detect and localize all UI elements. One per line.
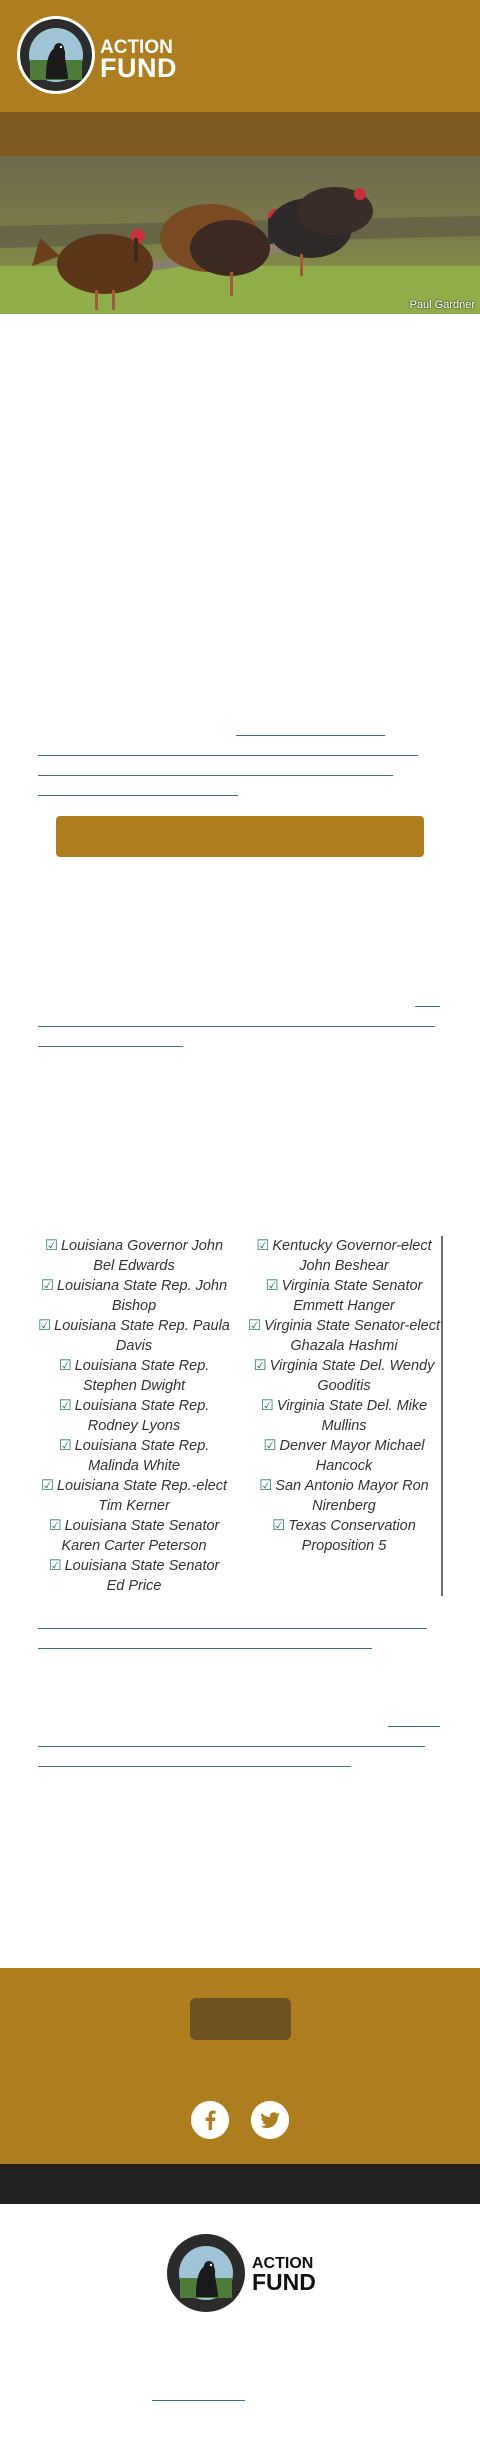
text-link[interactable] [38,1628,427,1629]
endorsement-item [248,1516,440,1556]
text-link[interactable] [38,1746,425,1747]
endorsement-item [38,1236,230,1276]
footer-action-button[interactable] [190,1998,291,2040]
brand-fund-text: FUND [100,53,177,83]
endorsement-item [38,1316,230,1356]
endorsement-item [38,1476,230,1516]
footer-nwf-logo-badge[interactable] [166,2233,246,2313]
text-link[interactable] [388,1726,440,1727]
endorsement-item [248,1236,440,1276]
facebook-icon[interactable] [191,2101,229,2139]
hero-image-turkeys [0,156,480,314]
endorsement-name: Louisiana State Rep. John Bishop [56,1278,228,1314]
checkbox-icon: ☑ [248,1318,261,1334]
checkbox-icon: ☑ [38,1318,52,1334]
endorsement-item [248,1476,440,1516]
checkbox-icon: ☑ [44,1238,58,1254]
cta-button[interactable] [56,816,424,857]
text-link[interactable] [38,755,418,756]
text-link[interactable] [38,795,238,796]
checkbox-icon: ☑ [256,1238,270,1254]
endorsement-item [248,1356,440,1396]
navigation-bar [0,112,480,156]
endorsement-item [38,1516,230,1556]
text-link[interactable] [38,775,393,776]
endorsement-name: Louisiana State Rep. Stephen Dwight [74,1358,210,1394]
endorsement-name: Denver Mayor Michael Hancock [279,1438,425,1474]
endorsement-item [248,1316,440,1356]
checkbox-icon: ☑ [58,1358,72,1374]
nwf-logo-badge[interactable] [16,15,96,95]
column-divider [441,1236,443,1596]
endorsement-item [38,1396,230,1436]
endorsements-column-left [38,1236,230,1596]
text-link[interactable] [38,1648,372,1649]
endorsement-name: Virginia State Senator-elect Ghazala Hashmi [264,1318,440,1354]
checkbox-icon: ☑ [58,1438,72,1454]
endorsement-name: Texas Conservation Proposition 5 [288,1518,416,1554]
text-link[interactable] [236,735,385,736]
checkbox-icon: ☑ [260,1398,274,1414]
endorsement-item [38,1436,230,1476]
footer-bottom-bar [0,2164,480,2204]
brand-action-text: ACTION [100,37,173,58]
text-link[interactable] [38,1046,183,1047]
endorsement-name: Louisiana Governor John Bel Edwards [60,1238,224,1274]
checkbox-icon: ☑ [265,1278,279,1294]
endorsement-name: San Antonio Mayor Ron Nirenberg [275,1478,429,1514]
endorsement-item [38,1356,230,1396]
endorsement-name: Virginia State Senator Emmett Hanger [281,1278,423,1314]
checkbox-icon: ☑ [40,1478,54,1494]
text-link[interactable] [38,1026,435,1027]
twitter-icon[interactable] [251,2101,289,2139]
endorsement-name: Louisiana State Senator Ed Price [64,1558,220,1594]
endorsement-item [38,1556,230,1596]
checkbox-icon: ☑ [40,1278,54,1294]
footer-link[interactable] [152,2400,245,2401]
footer-brand-action-text: ACTION [252,2255,314,2272]
endorsements-column-right [248,1236,440,1556]
endorsement-item [38,1276,230,1316]
endorsement-name: Louisiana State Rep. Paula Davis [54,1318,230,1354]
checkbox-icon: ☑ [259,1478,273,1494]
footer-brand-fund-text: FUND [252,2269,316,2295]
checkbox-icon: ☑ [263,1438,277,1454]
endorsement-item [248,1276,440,1316]
checkbox-icon: ☑ [253,1358,267,1374]
endorsement-name: Louisiana State Rep. Malinda White [74,1438,210,1474]
checkbox-icon: ☑ [48,1558,62,1574]
checkbox-icon: ☑ [58,1398,72,1414]
endorsement-name: Louisiana State Rep. Rodney Lyons [74,1398,210,1434]
endorsement-name: Virginia State Del. Mike Mullins [276,1398,428,1434]
checkbox-icon: ☑ [272,1518,286,1534]
endorsement-item [248,1436,440,1476]
endorsement-name: Louisiana State Senator Karen Carter Peterson [61,1518,220,1554]
endorsement-name: Louisiana State Rep.-elect Tim Kerner [56,1478,228,1514]
text-link[interactable] [415,1006,440,1007]
photo-credit: Paul Gardner [409,299,475,311]
endorsement-item [248,1396,440,1436]
checkbox-icon: ☑ [48,1518,62,1534]
text-link[interactable] [38,1766,351,1767]
endorsement-name: Kentucky Governor-elect John Beshear [272,1238,432,1274]
endorsement-name: Virginia State Del. Wendy Gooditis [269,1358,435,1394]
